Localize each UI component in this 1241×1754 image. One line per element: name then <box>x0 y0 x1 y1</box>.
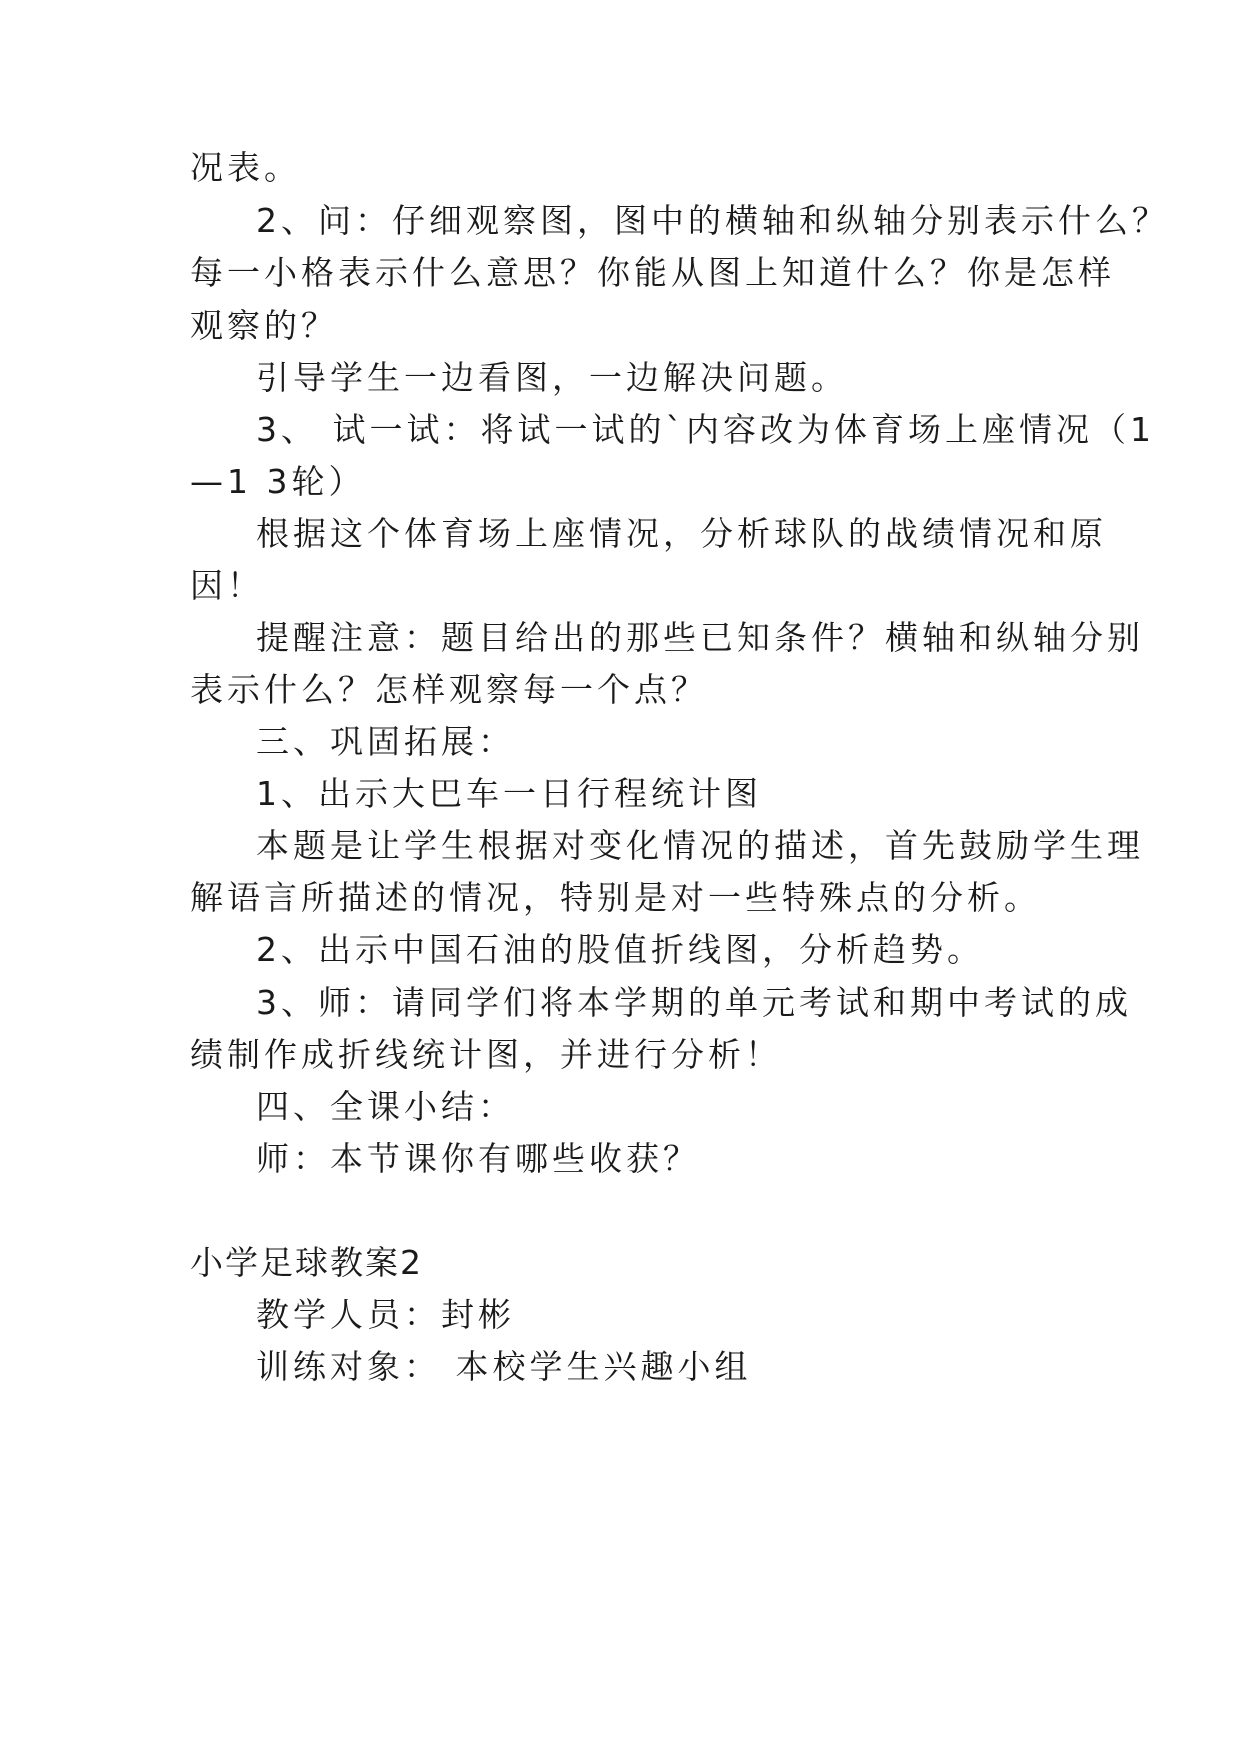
text-line: 1、出示大巴车一日行程统计图 <box>256 774 762 813</box>
text-line: 引导学生一边看图，一边解决问题。 <box>256 358 848 397</box>
text-line: 表示什么？怎样观察每一个点？ <box>190 670 708 709</box>
text-line: 每一小格表示什么意思？你能从图上知道什么？你是怎样 <box>190 253 1115 292</box>
text-line: 师：本节课你有哪些收获？ <box>256 1139 700 1178</box>
text-line: 本题是让学生根据对变化情况的描述，首先鼓励学生理 <box>256 826 1144 865</box>
text-line: 教学人员：封彬 <box>256 1295 515 1334</box>
text-line: 训练对象： 本校学生兴趣小组 <box>256 1347 752 1386</box>
text-line: 2、出示中国石油的股值折线图，分析趋势。 <box>256 930 984 969</box>
text-line: 3、师：请同学们将本学期的单元考试和期中考试的成 <box>256 983 1132 1022</box>
document-title: 小学足球教案2 <box>190 1243 423 1282</box>
text-line: 根据这个体育场上座情况，分析球队的战绩情况和原 <box>256 514 1107 553</box>
text-line: 观察的？ <box>190 306 338 345</box>
text-line: 因！ <box>190 566 264 605</box>
text-line: 2、问：仔细观察图，图中的横轴和纵轴分别表示什么？ <box>256 201 1169 240</box>
text-line: 况表。 <box>190 148 301 187</box>
section-heading: 四、全课小结： <box>256 1087 515 1126</box>
section-heading: 三、巩固拓展： <box>256 722 515 761</box>
text-line: 绩制作成折线统计图，并进行分析！ <box>190 1035 782 1074</box>
text-line: 3、 试一试：将试一试的`内容改为体育场上座情况（1 <box>256 410 1155 449</box>
text-line: 提醒注意：题目给出的那些已知条件？横轴和纵轴分别 <box>256 618 1144 657</box>
text-line: 解语言所描述的情况，特别是对一些特殊点的分析。 <box>190 878 1041 917</box>
text-line: —1 3轮） <box>190 462 366 501</box>
